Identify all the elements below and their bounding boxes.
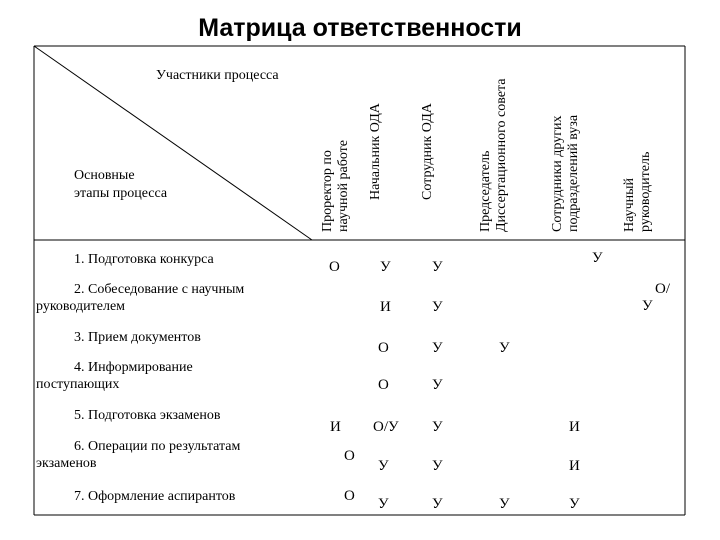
cell-r5-head-oda: О/У	[373, 419, 399, 435]
cell-r5-prorector: И	[330, 419, 341, 435]
cell-r1-supervisor: У	[592, 250, 603, 266]
cell-r5-staff-oda: У	[432, 419, 443, 435]
row-label-6b: экзаменов	[36, 456, 97, 471]
row-label-5: 5. Подготовка экзаменов	[74, 408, 221, 423]
row-label-1: 1. Подготовка конкурса	[74, 252, 214, 267]
cell-r2-supervisor-b: У	[642, 298, 653, 314]
column-header-prorector: Проректор по научной работе	[320, 139, 351, 232]
cell-r6-staff-oda: У	[432, 458, 443, 474]
cell-r1-head-oda: У	[380, 259, 391, 275]
column-header-other-staff: Сотрудники других подразделений вуза	[550, 114, 581, 232]
cell-r7-head-oda: У	[378, 496, 389, 512]
cell-r2-supervisor-a: О/	[655, 281, 670, 297]
page-title: Матрица ответственности	[198, 14, 522, 42]
stages-label-line1: Основные	[74, 168, 135, 183]
cell-r7-staff-oda: У	[432, 496, 443, 512]
cell-r1-staff-oda: У	[432, 259, 443, 275]
row-label-2b: руководителем	[36, 299, 126, 314]
cell-r6-head-oda: У	[378, 458, 389, 474]
row-label-3: 3. Прием документов	[74, 330, 201, 345]
cell-r2-head-oda: И	[380, 299, 391, 315]
row-label-6: 6. Операции по результатам	[74, 439, 241, 454]
column-header-staff-oda: Сотрудник ОДА	[420, 103, 435, 200]
cell-r6-prorector: О	[344, 448, 355, 464]
participants-label: Участники процесса	[156, 68, 279, 83]
row-label-7: 7. Оформление аспирантов	[74, 489, 236, 504]
row-label-4b: поступающих	[36, 377, 120, 392]
column-header-council-chair: Председатель Диссертационного совета	[478, 78, 509, 232]
column-header-supervisor: Научный руководитель	[622, 151, 653, 232]
cell-r3-council-chair: У	[499, 340, 510, 356]
cell-r1-prorector: О	[329, 259, 340, 275]
cell-r5-other-staff: И	[569, 419, 580, 435]
cell-r2-staff-oda: У	[432, 299, 443, 315]
cell-r4-head-oda: О	[378, 377, 389, 393]
column-header-head-oda: Начальник ОДА	[368, 103, 383, 200]
cell-r7-other-staff: У	[569, 496, 580, 512]
cell-r4-staff-oda: У	[432, 377, 443, 393]
row-label-4: 4. Информирование	[74, 360, 193, 375]
stages-label-line2: этапы процесса	[74, 186, 168, 201]
cell-r3-head-oda: О	[378, 340, 389, 356]
cell-r6-other-staff: И	[569, 458, 580, 474]
cell-r3-staff-oda: У	[432, 340, 443, 356]
row-label-2: 2. Собеседование с научным	[74, 282, 245, 297]
cell-r7-prorector: О	[344, 488, 355, 504]
cell-r7-council-chair: У	[499, 496, 510, 512]
